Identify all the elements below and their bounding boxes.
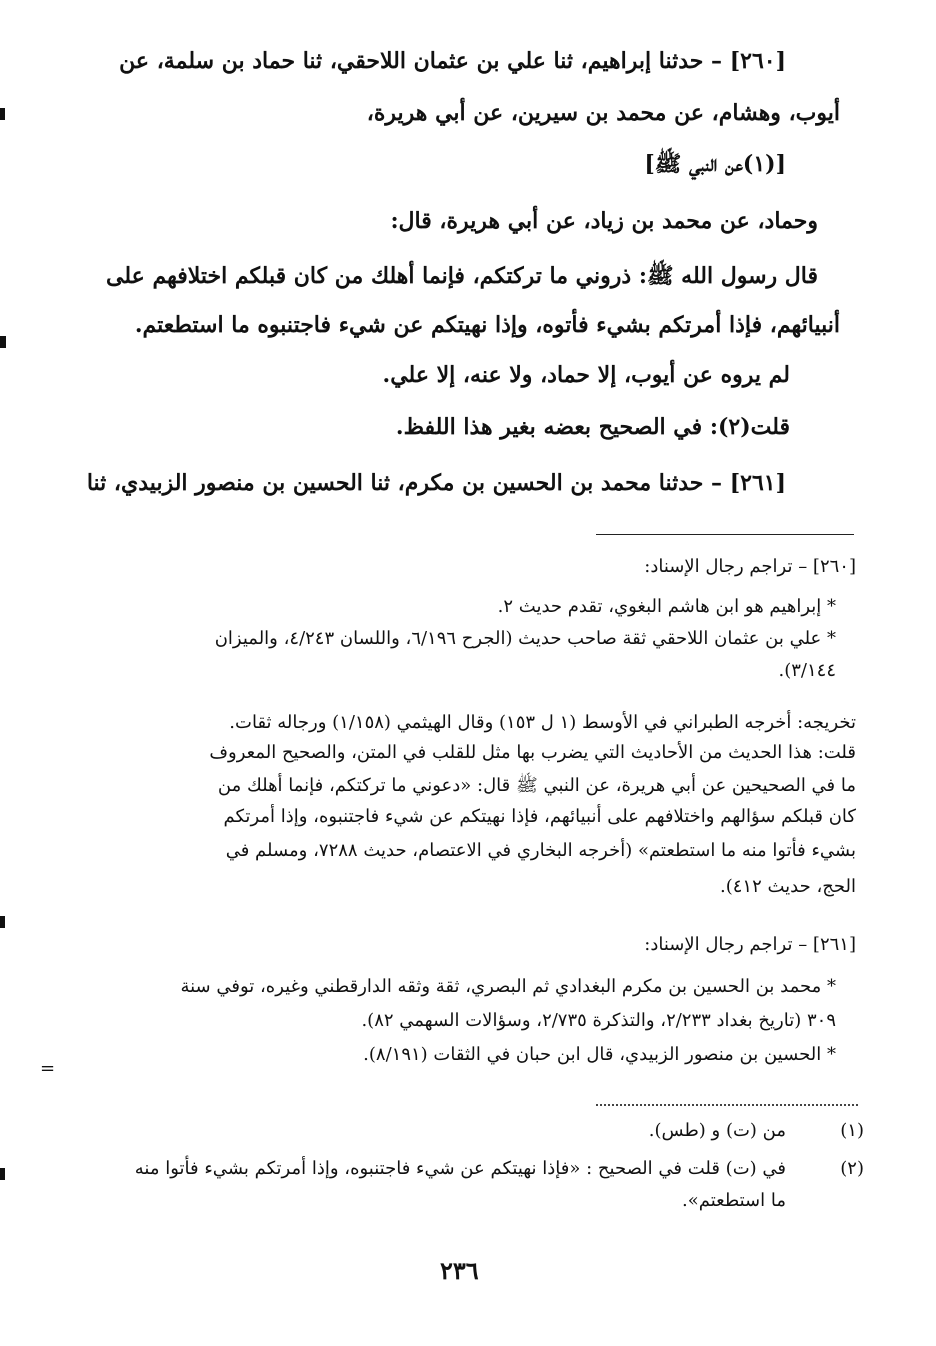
footnote-2-text-a: في (ت) قلت في الصحيح : «فإذا نهيتكم عن شيء فاجتنبوه، وإذا أمرتكم بشيء فأتوا منه bbox=[134, 1158, 786, 1179]
hadith-260-line-3: [(١)عن النبي ﷺ] bbox=[644, 151, 786, 177]
hadith-260-line-7: لم يروه عن أيوب، إلا حماد، ولا عنه، إلا علي. bbox=[382, 362, 790, 388]
note-261-heading: [٢٦١] – تراجم رجال الإسناد: bbox=[644, 934, 856, 955]
footnote-1-number: (١) bbox=[840, 1120, 864, 1141]
hadith-260-line-5: قال رسول الله ﷺ: ذروني ما تركتكم، فإنما أهلك من كان قبلكم اختلافهم على bbox=[106, 263, 818, 289]
footnote-2-text-b: ما استطعتم». bbox=[682, 1190, 786, 1211]
margin-mark bbox=[0, 916, 5, 928]
note-260-bullet-2b: ٣/١٤٤). bbox=[778, 660, 836, 681]
footnote-separator bbox=[596, 1104, 858, 1106]
margin-mark bbox=[0, 336, 6, 348]
hadith-261-line-1: [٢٦١] – حدثنا محمد بن الحسين بن مكرم، ثنا الحسين بن منصور الزبيدي، ثنا bbox=[86, 470, 786, 496]
hadith-260-line-2: أيوب، وهشام، عن محمد بن سيرين، عن أبي هريرة، bbox=[366, 100, 840, 126]
note-260-heading: [٢٦٠] – تراجم رجال الإسناد: bbox=[644, 556, 856, 577]
note-260-takhrij-4: كان قبلكم سؤالهم واختلافهم على أنبيائهم، فإذا نهيتكم عن شيء فاجتنبوه، وإذا أمرتكم bbox=[223, 806, 856, 827]
note-260-takhrij-1: تخريجه: أخرجه الطبراني في الأوسط (١ ل ١٥٣) وقال الهيثمي (١/١٥٨) ورجاله ثقات. bbox=[229, 712, 856, 733]
footnote-2-number: (٢) bbox=[840, 1158, 864, 1179]
note-260-takhrij-5: بشيء فأتوا منه ما استطعتم» (أخرجه البخاري في الاعتصام، حديث ٧٢٨٨، ومسلم في bbox=[225, 840, 856, 861]
margin-mark bbox=[0, 108, 5, 120]
note-261-bullet-1a: * محمد بن الحسين بن مكرم البغدادي ثم البصري، ثقة وثقه الدارقطني وغيره، توفي سنة bbox=[180, 976, 836, 997]
note-260-takhrij-6: الحج، حديث ٤١٢). bbox=[719, 876, 856, 897]
note-260-takhrij-3: ما في الصحيحين عن أبي هريرة، عن النبي ﷺ قال: «دعوني ما تركتكم، فإنما أهلك من bbox=[217, 775, 856, 796]
hadith-260-line-4: وحماد، عن محمد بن زياد، عن أبي هريرة، قال: bbox=[390, 208, 818, 234]
notes-separator bbox=[596, 534, 854, 535]
note-260-bullet-2a: * علي بن عثمان اللاحقي ثقة صاحب حديث (الجرح ٦/١٩٦، واللسان ٤/٢٤٣، والميزان bbox=[214, 628, 836, 649]
note-261-bullet-2: * الحسين بن منصور الزبيدي، قال ابن حبان في الثقات (٨/١٩١). bbox=[363, 1044, 836, 1065]
footnote-1-text: من (ت) و (طس). bbox=[648, 1120, 786, 1141]
note-260-takhrij-2: قلت: هذا الحديث من الأحاديث التي يضرب بها مثل للقلب في المتن، والصحيح المعروف bbox=[209, 742, 856, 763]
hadith-260-line-6: أنبيائهم، فإذا أمرتكم بشيء فأتوه، وإذا نهيتكم عن شيء فاجتنبوه ما استطعتم. bbox=[134, 312, 840, 338]
margin-equals-mark: = bbox=[40, 1058, 56, 1079]
note-260-bullet-1: * إبراهيم هو ابن هاشم البغوي، تقدم حديث ٢. bbox=[497, 596, 836, 617]
hadith-260-line-8: قلت(٢): في الصحيح بعضه بغير هذا اللفظ. bbox=[395, 414, 790, 440]
hadith-260-line-1: [٢٦٠] – حدثنا إبراهيم، ثنا علي بن عثمان اللاحقي، ثنا حماد بن سلمة، عن bbox=[119, 48, 786, 74]
note-261-bullet-1b: ٣٠٩ (تاريخ بغداد ٢/٢٣٣، والتذكرة ٢/٧٣٥، وسؤالات السهمي ٨٢). bbox=[361, 1010, 836, 1031]
margin-mark bbox=[0, 1168, 5, 1180]
page-number: ٢٣٦ bbox=[440, 1256, 479, 1285]
